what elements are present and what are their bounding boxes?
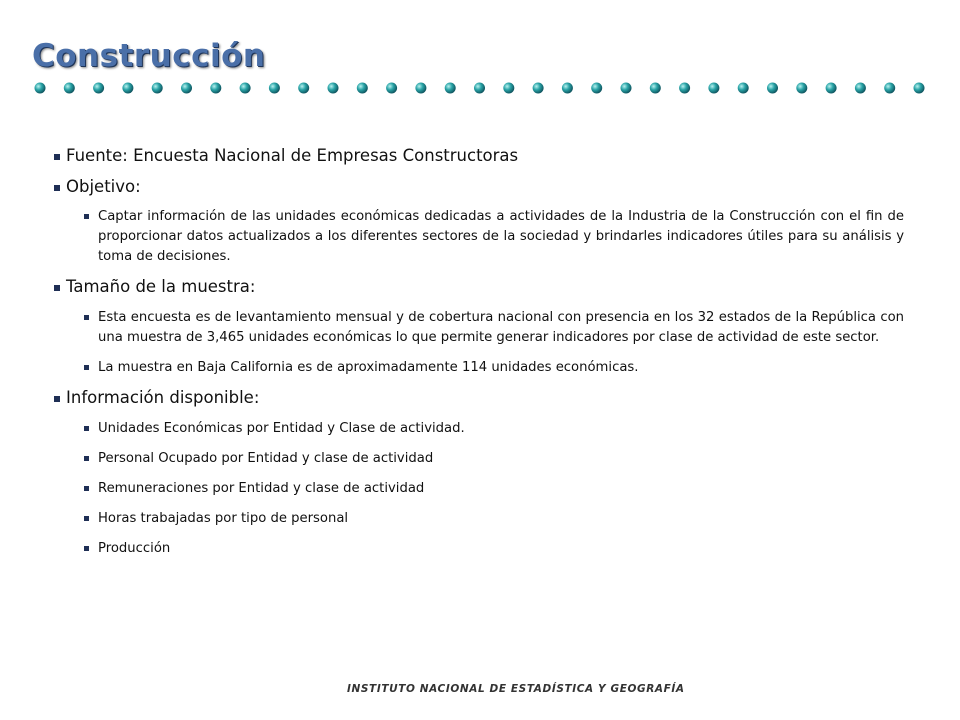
- section-tamano-muestra: Tamaño de la muestra:: [54, 277, 914, 298]
- divider-dot: [650, 83, 661, 94]
- divider-dot: [767, 83, 778, 94]
- content: [54, 146, 914, 569]
- divider-dot: [884, 83, 895, 94]
- info-item-produccion: Producción: [84, 539, 904, 559]
- divider-dot: [503, 83, 514, 94]
- divider-dot: [445, 83, 456, 94]
- divider-dot: [152, 83, 163, 94]
- divider-dot: [298, 83, 309, 94]
- divider-dot: [474, 83, 485, 94]
- divider-dot: [562, 83, 573, 94]
- info-item-horas: Horas trabajadas por tipo de personal: [84, 509, 904, 529]
- muestra-item-nacional: Esta encuesta es de levantamiento mensual y de cobertura nacional con presencia en los 32 estados de la República con una muestra de 3,465 unidades económicas lo que permite generar indicadores por clase de actividad de este sector.: [84, 308, 904, 348]
- page-title: Construcción: [32, 38, 266, 74]
- divider-dot: [914, 83, 925, 94]
- divider-dot: [122, 83, 133, 94]
- divider-dot: [738, 83, 749, 94]
- divider-dot: [621, 83, 632, 94]
- muestra-item-baja-california: La muestra en Baja California es de aproximadamente 114 unidades económicas.: [84, 358, 904, 378]
- divider-dot: [240, 83, 251, 94]
- divider-dot: [386, 83, 397, 94]
- footer-institution: INSTITUTO NACIONAL DE ESTADÍSTICA Y GEOGRAFÍA: [347, 683, 685, 695]
- divider-dot: [328, 83, 339, 94]
- divider-dot: [708, 83, 719, 94]
- divider-dot: [855, 83, 866, 94]
- section-fuente: Fuente: Encuesta Nacional de Empresas Constructoras: [54, 146, 914, 167]
- dot-divider: [30, 78, 930, 98]
- divider-dot: [826, 83, 837, 94]
- divider-dot: [533, 83, 544, 94]
- divider-dot: [269, 83, 280, 94]
- divider-dot: [93, 83, 104, 94]
- objetivo-item: Captar información de las unidades económicas dedicadas a actividades de la Industria de la Construcción con el fin de proporcionar datos actualizados a los diferentes sectores de la sociedad y brindarles indicadores útiles para su análisis y toma de decisiones.: [84, 207, 904, 267]
- divider-dot: [210, 83, 221, 94]
- divider-dot: [64, 83, 75, 94]
- info-item-personal: Personal Ocupado por Entidad y clase de actividad: [84, 449, 904, 469]
- info-item-unidades: Unidades Económicas por Entidad y Clase de actividad.: [84, 419, 904, 439]
- divider-dot: [591, 83, 602, 94]
- section-objetivo: Objetivo:: [54, 177, 914, 198]
- section-informacion-disponible: Información disponible:: [54, 388, 914, 409]
- divider-dot: [181, 83, 192, 94]
- divider-dot: [357, 83, 368, 94]
- divider-dot: [35, 83, 46, 94]
- divider-dot: [415, 83, 426, 94]
- info-item-remuneraciones: Remuneraciones por Entidad y clase de actividad: [84, 479, 904, 499]
- divider-dot: [679, 83, 690, 94]
- divider-dot: [796, 83, 807, 94]
